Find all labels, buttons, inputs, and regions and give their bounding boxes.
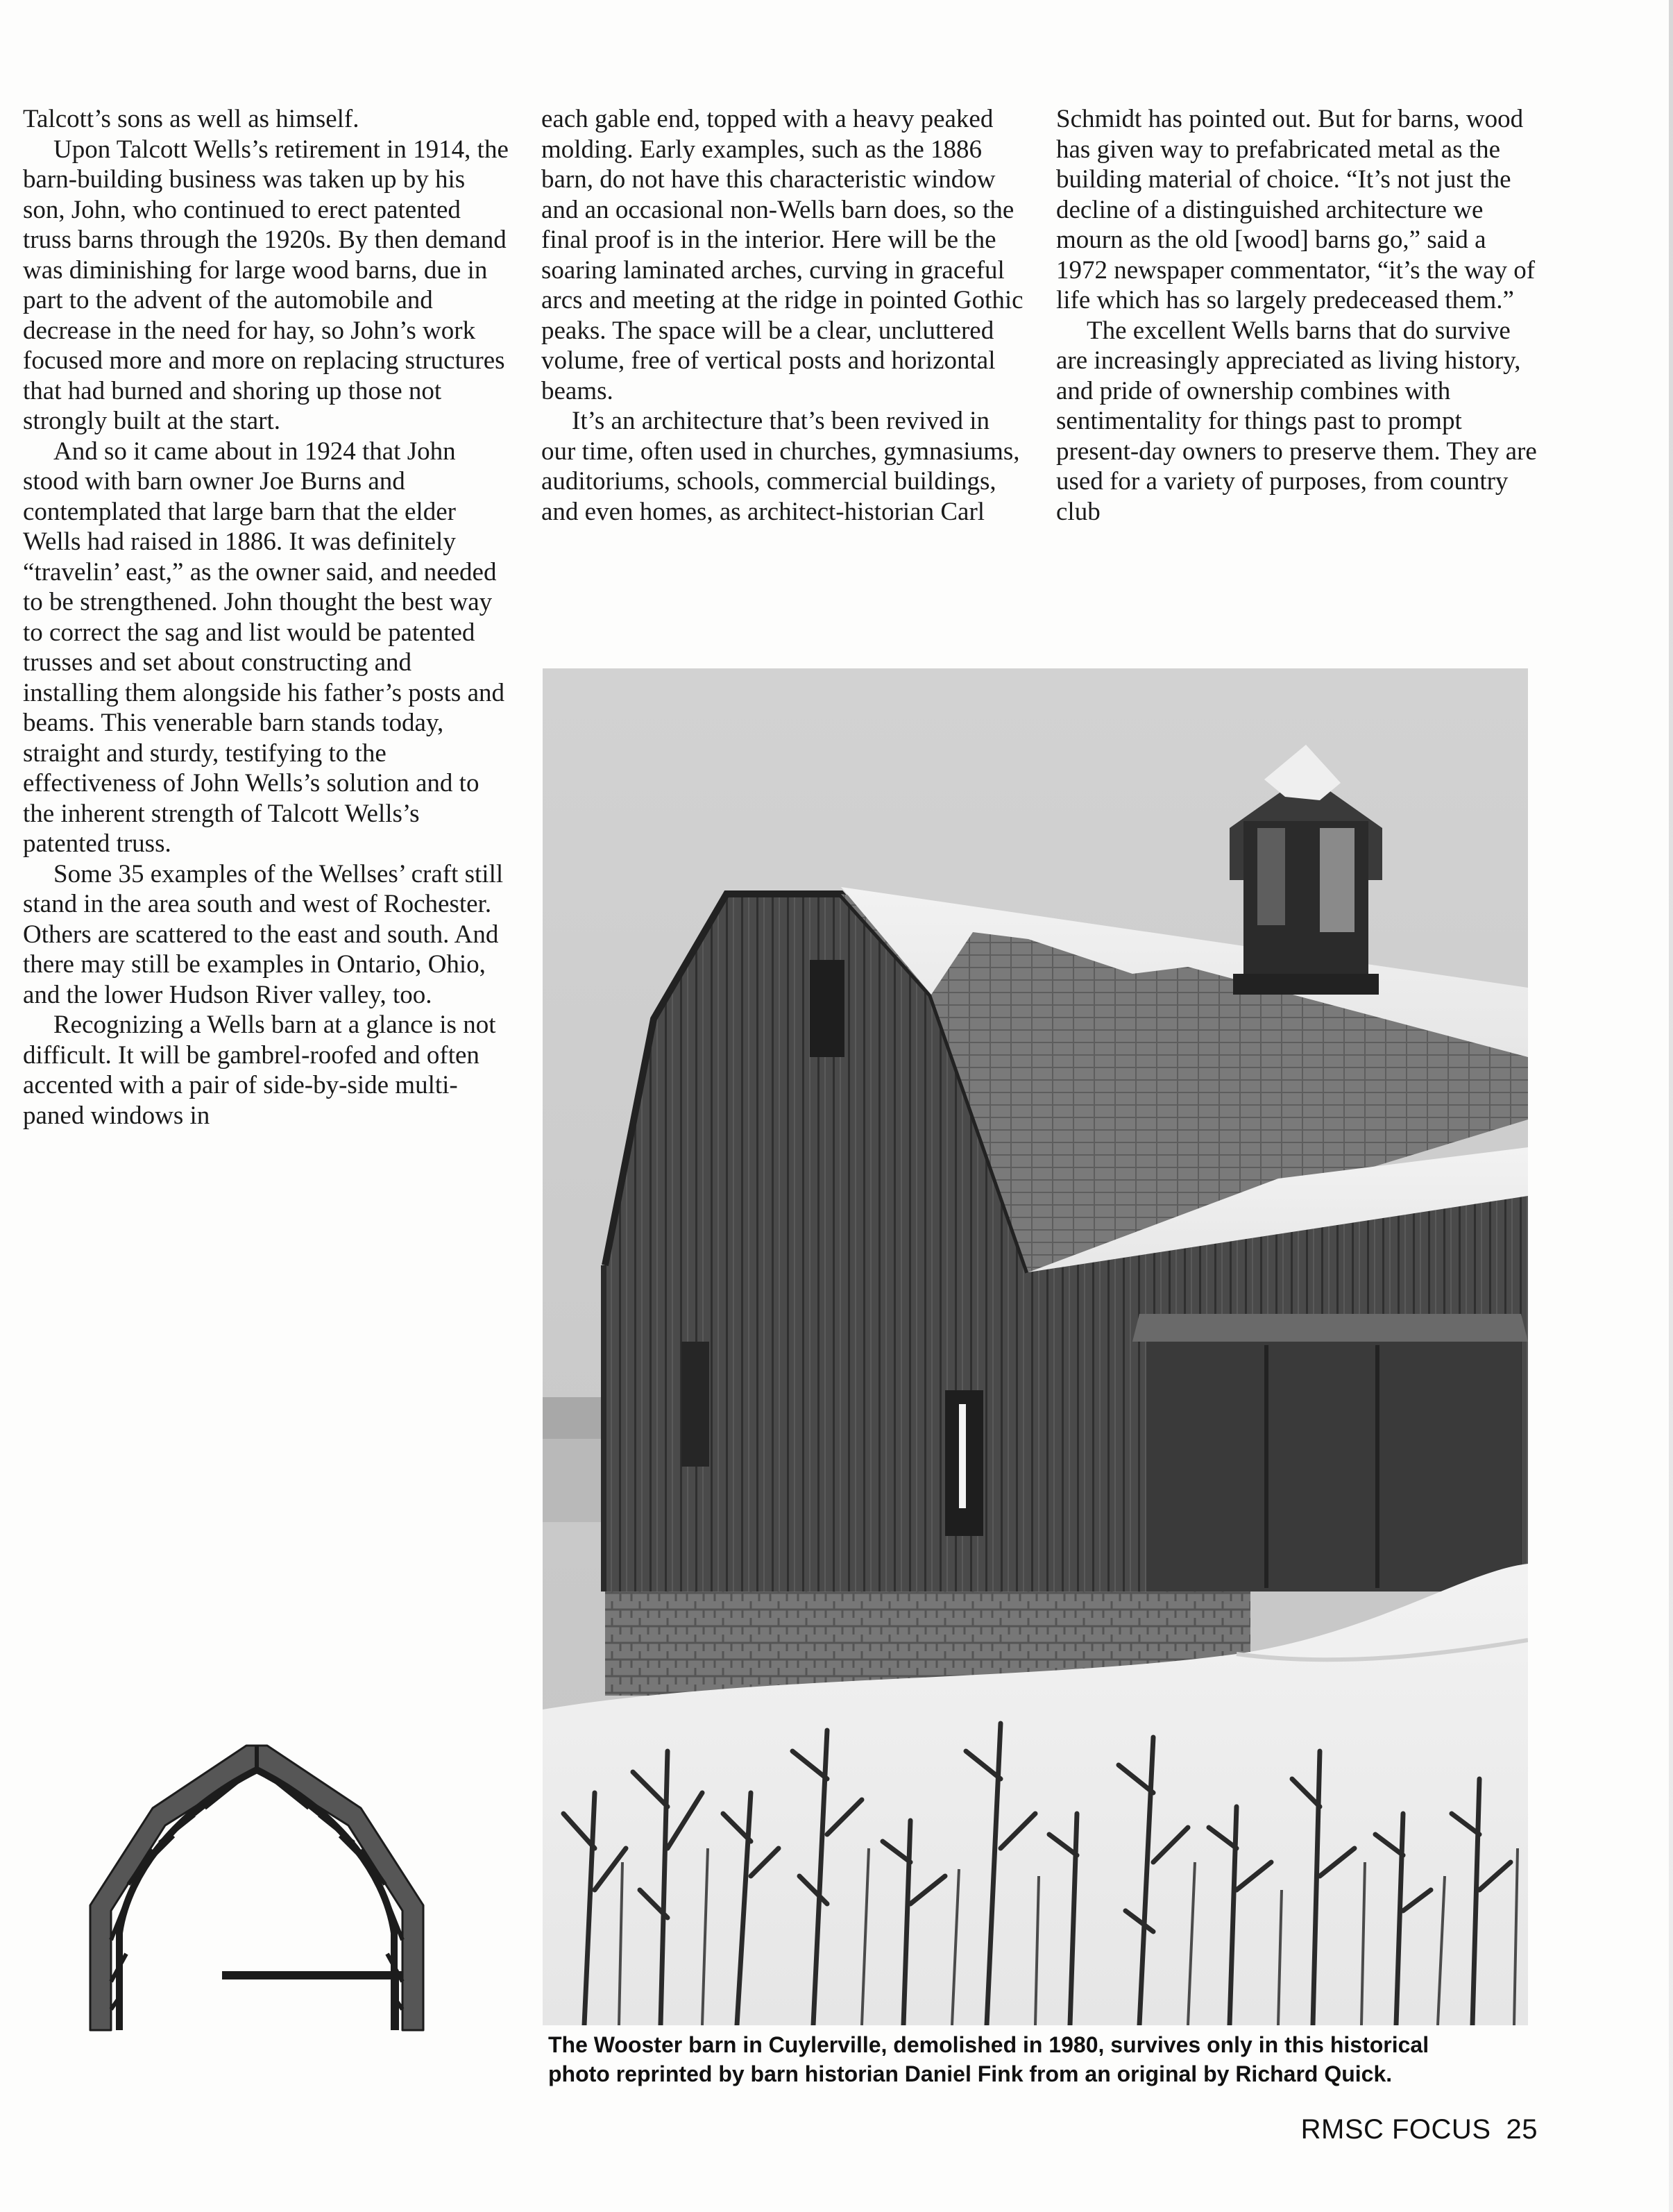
paragraph: It’s an architecture that’s been revived in our time, often used in churches, gymnasiums, auditoriums, schools, commercial buildings, and even homes, as architect-historian Carl xyxy=(541,407,1020,526)
photo-caption xyxy=(548,2030,1534,2088)
paragraph: each gable end, topped with a heavy peaked molding. Early examples, such as the 1886 barn, do not have this characteristic window and an occasional non-Wells barn does, so the final proof is in the interior. Here will be the soaring laminated arches, curving in graceful arcs and meeting at the ridge in pointed Gothic peaks. The space will be a clear, uncluttered volume, free of vertical posts and horizontal beams. xyxy=(541,105,1024,405)
paragraph: The excellent Wells barns that do survive are increasingly appreciated as living history, and pride of ownership combines with sentimentality for things past to prompt present-day owners to preserve them. They are used for a variety of purposes, from country club xyxy=(1056,316,1537,526)
paragraph: Some 35 examples of the Wellses’ craft still stand in the area south and west of Rochester. Others are scattered to the east and south. And there may still be examples in Ontario, Ohio, and the lower Hudson River valley, too. xyxy=(23,859,504,1009)
caption-line: The Wooster barn in Cuylerville, demolished in 1980, survives only in this historical xyxy=(548,2032,1429,2057)
text-column-3 xyxy=(1056,104,1542,527)
scan-edge xyxy=(1669,0,1673,2212)
page-number: 25 xyxy=(1506,2114,1538,2145)
publication-name: RMSC FOCUS xyxy=(1300,2114,1491,2145)
paragraph: Schmidt has pointed out. But for barns, wood has given way to prefabricated metal as the building material of choice. “It’s not just the decline of a distinguished architecture we mourn as the old [wood] barns go,” said a 1972 newspaper commentator, “it’s the way of life which has so largely predeceased them.” xyxy=(1056,105,1536,314)
paragraph: And so it came about in 1924 that John stood with barn owner Joe Burns and contemplated that large barn that the elder Wells had raised in 1886. It was definitely “travelin’ east,” as the owner said, and needed to be strengthened. John thought the best way to correct the sag and list would be patented trusses and set about constructing and installing them alongside his father’s posts and beams. This venerable barn stands today, straight and sturdy, testifying to the effectiveness of John Wells’s solution and to the inherent strength of Talcott Wells’s patented truss. xyxy=(23,437,505,858)
truss-diagram-icon xyxy=(76,1732,437,2037)
barn-photograph xyxy=(543,668,1528,2025)
text-column-1 xyxy=(23,104,509,1131)
text-column-2 xyxy=(541,104,1027,527)
caption-line: photo reprinted by barn historian Daniel Fink from an original by Richard Quick. xyxy=(548,2061,1393,2086)
paragraph: Upon Talcott Wells’s retirement in 1914, the barn-building business was taken up by his son, John, who continued to erect patented truss barns through the 1920s. By then demand was diminishing for large wood barns, due in part to the advent of the automobile and decrease in the need for hay, so John’s work focused more and more on replacing structures that had burned and shoring up those not strongly built at the start. xyxy=(23,135,509,435)
page-footer xyxy=(1301,2114,1538,2145)
paragraph: Talcott’s sons as well as himself. xyxy=(23,105,359,133)
paragraph: Recognizing a Wells barn at a glance is not difficult. It will be gambrel-roofed and often accented with a pair of side-by-side multi-paned windows in xyxy=(23,1011,496,1130)
